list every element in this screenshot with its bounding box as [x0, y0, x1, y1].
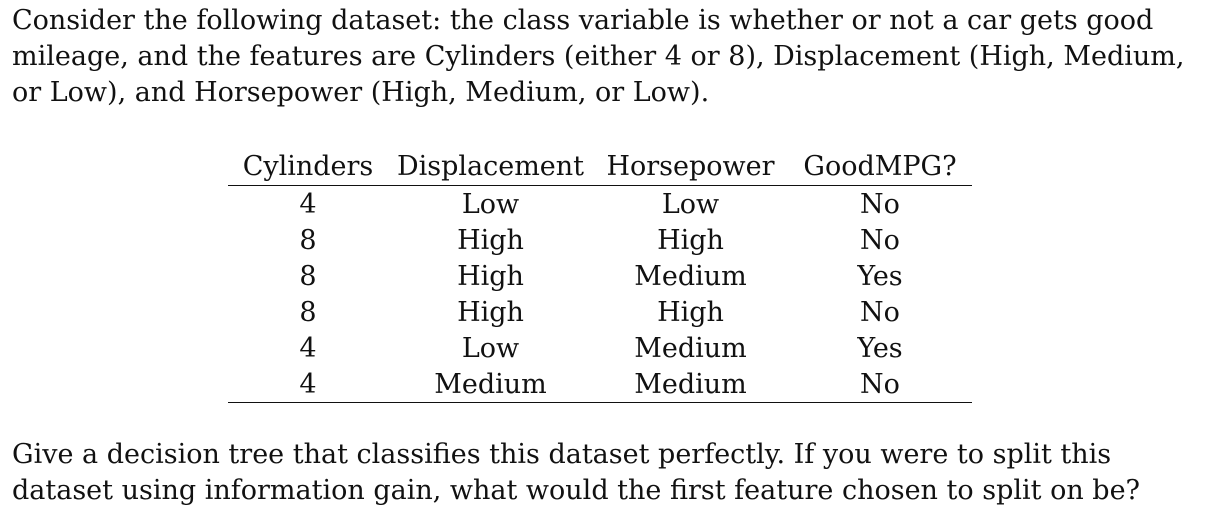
cell-horsepower: Medium: [634, 332, 747, 364]
table-row: [228, 222, 972, 258]
cell-displacement: Low: [461, 188, 520, 220]
cell-cylinders: 8: [299, 224, 317, 256]
intro-paragraph: Consider the following dataset: the class variable is whether or not a car gets good mileage, and the features are Cylinders (either 4 or 8), Displacement (High, Medium, or Low), and Horsepower (High, Medium, or Low).: [12, 5, 1185, 108]
cell-displacement: Medium: [388, 366, 593, 403]
cell-displacement: High: [457, 224, 524, 256]
dataset-table-container: [228, 147, 972, 403]
header-horsepower: Horsepower: [606, 150, 775, 182]
cell-cylinders: 4: [299, 188, 317, 220]
header-cylinders: Cylinders: [242, 150, 374, 182]
header-displacement: Displacement: [396, 150, 585, 182]
question-paragraph: Give a decision tree that classifies this dataset perfectly. If you were to split this dataset using information gain, what would the first feature chosen to split on be?: [12, 439, 1141, 506]
cell-goodmpg: Yes: [857, 260, 903, 292]
cell-cylinders: 8: [299, 260, 317, 292]
dataset-table: [228, 147, 972, 403]
table-row: [228, 294, 972, 330]
cell-displacement: Low: [461, 332, 520, 364]
cell-goodmpg: Yes: [857, 332, 903, 364]
cell-goodmpg: No: [860, 296, 900, 328]
cell-goodmpg: No: [860, 188, 900, 220]
table-row: [228, 366, 972, 403]
cell-displacement: High: [457, 260, 524, 292]
table-row: [228, 186, 972, 223]
cell-horsepower: High: [657, 224, 724, 256]
table-row: [228, 258, 972, 294]
cell-horsepower: Medium: [593, 366, 788, 403]
cell-cylinders: 4: [228, 366, 388, 403]
cell-goodmpg: No: [860, 224, 900, 256]
cell-goodmpg: No: [788, 366, 972, 403]
cell-horsepower: Low: [661, 188, 720, 220]
cell-cylinders: 8: [299, 296, 317, 328]
cell-horsepower: High: [657, 296, 724, 328]
cell-cylinders: 4: [299, 332, 317, 364]
cell-horsepower: Medium: [634, 260, 747, 292]
cell-displacement: High: [457, 296, 524, 328]
table-header-row: [228, 147, 972, 186]
header-goodmpg: GoodMPG?: [803, 150, 957, 182]
table-row: [228, 330, 972, 366]
